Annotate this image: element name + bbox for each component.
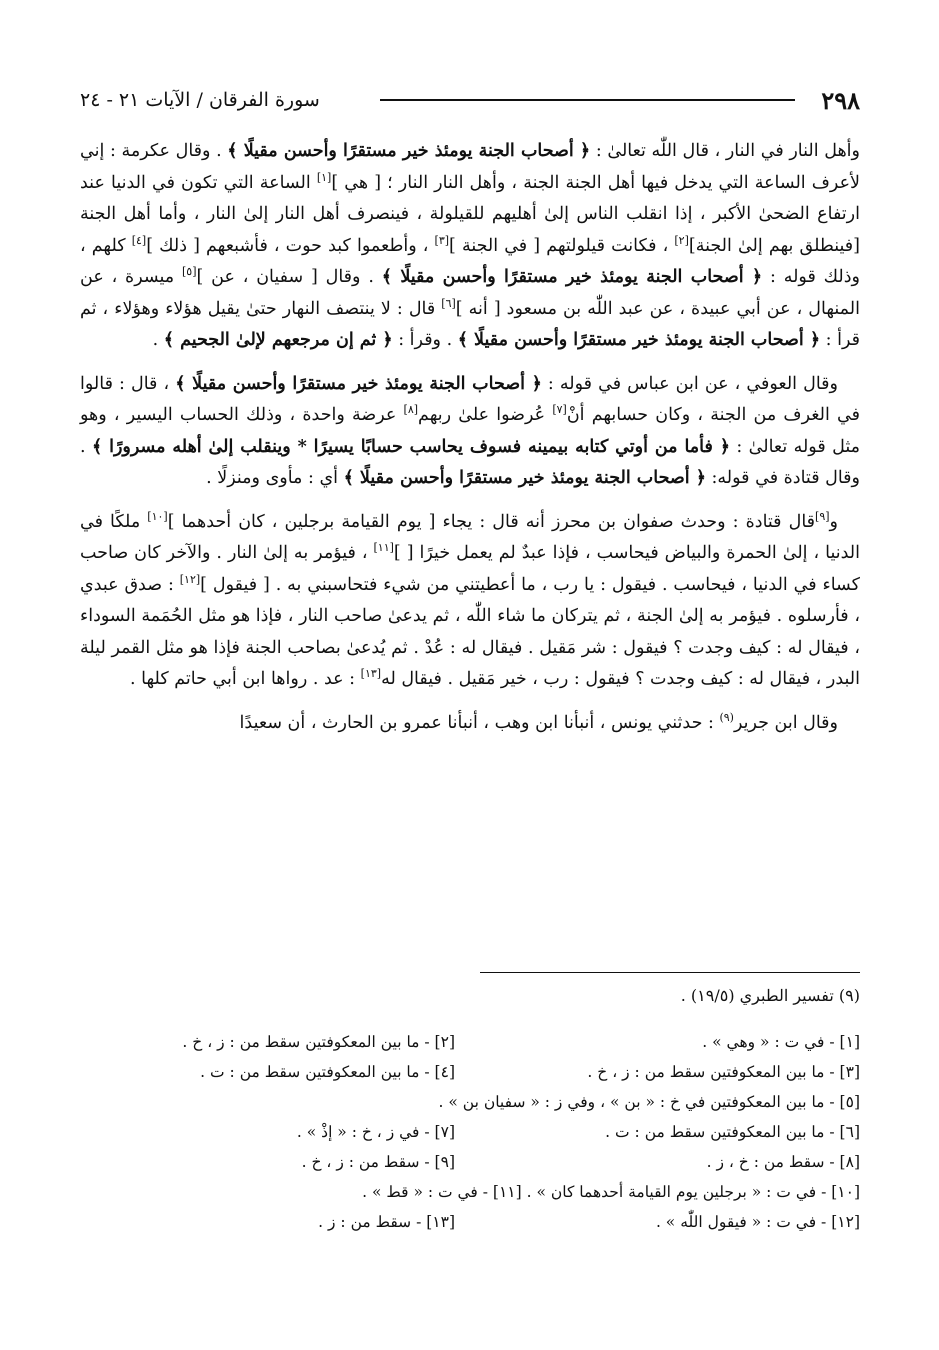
- quran-verse: ﴿ فأما من أوتي كتابه بيمينه فسوف يحاسب حسابًا يسيرًا * وينقلب إلىٰ أهله مسرورًا ﴾: [91, 436, 731, 457]
- footnote-marker: [١]: [316, 170, 332, 184]
- footnote-marker: [١١]: [373, 541, 394, 555]
- footnote-marker: [٣]: [434, 233, 450, 247]
- text-run: قال قتادة : وحدث صفوان بن محرز أنه قال : يجاء [ يوم القيامة برجلين ، كان أحدهما ]: [167, 511, 816, 532]
- text-run: عُرضوا علىٰ ربهم: [418, 405, 553, 425]
- quran-verse: ﴿ أصحاب الجنة يومئذ خير مستقرًا وأحسن مقيلًا ﴾: [175, 373, 542, 394]
- text-run: ، فكانت قيلولتهم [ في الجنة ]: [449, 235, 675, 256]
- text-run: وأهل النار في النار ، قال اللّٰه تعالىٰ :: [590, 141, 860, 161]
- footnote-marker: [٨]: [403, 403, 419, 417]
- paragraph: [80, 507, 860, 696]
- text-run: الساعة التي تكون في الدنيا عند ارتفاع الضحىٰ الأكبر ، إذا انقلب الناس إلىٰ أهليهم للقيلولة ، فينصرف أهل النار إلىٰ النار ، وأما أهل الجنة [فينطلق بهم إلىٰ الجنة]: [80, 172, 861, 256]
- text-run: . وقال [ سفيان ، عن ]: [196, 267, 382, 287]
- text-run: ، قال : قالوا في الغرف من الجنة ، وكان حسابهم أنْ: [80, 373, 860, 425]
- footnote-marker: [٤]: [131, 233, 147, 247]
- page-number: ٢٩٨: [821, 85, 860, 115]
- footnote-marker: [١٢]: [179, 572, 201, 586]
- footnote-marker: [٩]: [815, 509, 830, 523]
- variant-note: [٢] - ما بين المعكوفتين سقط من : ز ، خ .: [182, 1033, 455, 1051]
- paragraph: [80, 708, 860, 740]
- quran-verse: ﴿ أصحاب الجنة يومئذ خير مستقرًا وأحسن مقيلًا ﴾: [457, 330, 821, 350]
- text-run: . وقال قتادة في قوله:: [80, 436, 860, 488]
- variant-note: [٨] - سقط من : خ ، ز .: [706, 1153, 860, 1171]
- variant-note: [١٠] - في ت : « برجلين يوم القيامة أحدهما كان » . [١١] - في ت : « قط » .: [362, 1183, 860, 1201]
- text-run: ، وأطعموا كبد حوت ، فأشبعهم [ ذلك ]: [146, 235, 435, 256]
- paragraph: [80, 136, 860, 357]
- footnote-marker: (٩): [719, 710, 734, 724]
- text-run: ملكًا في الدنيا ، إلىٰ الحمرة والبياض فيحاسب ، فإذا عبدٌ لم يعمل خيرًا [ ]: [80, 511, 861, 563]
- quran-verse: ﴿ أصحاب الجنة يومئذ خير مستقرًا وأحسن مقيلًا ﴾: [227, 141, 591, 161]
- running-title: سورة الفرقان / الآيات ٢١ - ٢٤: [80, 89, 320, 111]
- variant-note: [٤] - ما بين المعكوفتين سقط من : ت .: [200, 1063, 455, 1081]
- variant-note: [٥] - ما بين المعكوفتين في خ : « بن » ، وفي ز : « سفيان بن » .: [438, 1093, 860, 1111]
- text-run: : حدثني يونس ، أنبأنا ابن وهب ، أنبأنا عمرو بن الحارث ، أن سعيدًا: [239, 712, 720, 733]
- footnote-marker: [١٠]: [147, 509, 168, 523]
- variant-note: [٣] - ما بين المعكوفتين سقط من : ز ، خ .: [587, 1063, 860, 1081]
- text-run: ميسرة ، عن المنهال ، عن أبي عبيدة ، عن عبد اللّٰه بن مسعود [ أنه ]: [80, 267, 860, 319]
- footnote-marker: [٥]: [181, 265, 197, 279]
- text-run: : عد . رواها ابن أبي حاتم كلها .: [130, 669, 361, 689]
- quran-verse: ﴿ أصحاب الجنة يومئذ خير مستقرًا وأحسن مقيلًا ﴾: [343, 468, 706, 488]
- text-run: . وقرأ :: [392, 330, 458, 350]
- text-run: : صدق عبدي ، فأرسلوه . فيؤمر به إلىٰ الجنة ، ثم يتركان ما شاء اللّٰه ، ثم يدعىٰ صاحب النار ، فإذا هو مثل الحُمَمة السوداء ، فيقال له : كيف وجدت ؟ فيقول : شر مَقيل . فيقال له : عُدْ . ثم يُدعىٰ بصاحب الجنة فإذا هو مثل القمر ليلة البدر ، فيقال له : كيف وجدت ؟ فيقول : رب ، خير مَقيل . فيقال له: [80, 574, 860, 689]
- text-run: قال : لا ينتصف النهار حتىٰ يقيل هؤلاء وهؤلاء ، ثم قرأ :: [80, 298, 860, 350]
- text-run: وقال العوفي ، عن ابن عباس في قوله :: [541, 373, 838, 394]
- text-run: . وقال عكرمة : إني لأعرف الساعة التي يدخل فيها أهل الجنة الجنة ، وأهل النار النار ؛ [ هي ]: [80, 141, 860, 193]
- text-run: .: [152, 330, 164, 350]
- text-run: كلهم ، وذلك قوله :: [80, 235, 860, 287]
- variant-note: [١٣] - سقط من : ز .: [318, 1213, 455, 1231]
- paragraph: [80, 369, 860, 495]
- variant-note: [٦] - ما بين المعكوفتين سقط من : ت .: [605, 1123, 860, 1141]
- page-header: [80, 82, 860, 118]
- footnote-marker: [٢]: [674, 233, 689, 247]
- quran-verse: ﴿ أصحاب الجنة يومئذ خير مستقرًا وأحسن مقيلًا ﴾: [381, 267, 763, 287]
- text-run: أي : مأوى ومنزلًا .: [206, 468, 344, 488]
- text-run: وقال ابن جرير: [733, 712, 838, 733]
- text-run: عرضة واحدة ، وذلك الحساب اليسير ، وهو مثل قوله تعالىٰ :: [80, 405, 860, 457]
- footnote-marker: [١٣]: [360, 667, 382, 681]
- footnotes: [80, 972, 860, 1237]
- header-rule: [380, 99, 795, 101]
- text-run: و: [829, 511, 838, 532]
- variant-note: [١٢] - في ت : « فيقول اللّٰه » .: [655, 1213, 860, 1231]
- quran-verse: ﴿ ثم إن مرجعهم لإلىٰ الجحيم ﴾: [163, 330, 393, 350]
- variant-note: [١] - في ت : « وهي » .: [702, 1033, 860, 1051]
- variant-note: [٧] - في ز ، خ : « إذْ » .: [296, 1123, 455, 1141]
- text-run: ، فيؤمر به إلىٰ النار . والآخر كان صاحب كساء في الدنيا ، فيحاسب . فيقول : يا رب ، ما أعطيتني من شيء فتحاسبني به . [ فيقول ]: [80, 543, 860, 595]
- variant-notes: [80, 1027, 860, 1237]
- source-footnote: (٩) تفسير الطبري (١٩/٥) .: [680, 986, 860, 1005]
- footnote-marker: [٧]: [552, 403, 567, 417]
- footnote-rule: [480, 972, 860, 973]
- footnote-marker: [٦]: [441, 296, 456, 310]
- main-text: [80, 136, 860, 751]
- variant-note: [٩] - سقط من : ز ، خ .: [301, 1153, 455, 1171]
